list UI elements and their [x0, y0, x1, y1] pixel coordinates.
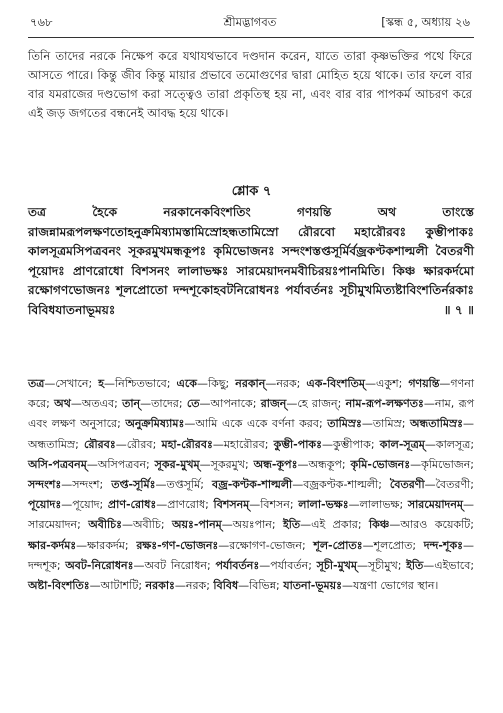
header-divider	[28, 37, 474, 38]
synonym-word: অবট-নিরোধনঃ	[65, 558, 134, 572]
synonym-word: অন্ধ-কূপঃ	[253, 457, 298, 471]
verse-body: তত্র হৈকে নরকানেকবিংশতিং গণয়ন্তি অথ তাংস্তে রাজন্নামরূপলক্ষণতোহনুক্রমিষ্যামস্তামিস্রোহন্ধতামিস্রো রৌরবো মহারৌরবঃ কুম্ভীপাকঃ কালসূত্রমসিপত্রবনং সূকরমুখমন্ধকূপঃ কৃমিভোজনঃ সন্দংশস্তপ্তসূর্মির্বজ্রকণ্টকশাল্মলী বৈতরণী পূয়োদঃ প্রাণরোধো বিশসনং লালাভক্ষঃ সারমেয়াদনমবীচিরয়ঃপানমিতি। কিঞ্চ ক্ষারকর্দমো রক্ষোগণভোজনঃ শূলপ্রোতো দন্দশূকোহবটনিরোধনঃ পর্যাবর্তনঃ সূচীমুখমিত্যষ্টাবিংশতির্নরকাঃ বিবিধযাতনাভূময়ঃ	[28, 205, 474, 317]
synonym-meaning: কৃমিভোজন	[421, 457, 471, 471]
synonym-word: অয়ঃ-পানম্	[171, 518, 222, 532]
synonym-meaning: এই প্রকার	[311, 518, 358, 532]
synonym-word: তে	[186, 397, 200, 411]
synonym-word: ইতি	[283, 518, 301, 532]
page-header	[30, 14, 470, 32]
synonym-meaning: এইভাবে	[434, 558, 471, 572]
synonym-meaning: মহারৌরব	[223, 437, 265, 451]
synonym-meaning: আটাশটি	[100, 579, 139, 593]
synonym-word: পূয়োদঃ	[28, 498, 62, 512]
synonym-word: তত্র	[28, 377, 45, 390]
synonym-word: লালা-ভক্ষঃ	[298, 498, 349, 512]
synonym-meaning: নিশ্চিতভাবে	[115, 377, 167, 390]
synonym-meaning: একুশ	[376, 377, 399, 390]
verse-heading: শ্লোক ৭	[231, 184, 272, 199]
synonym-word: প্রাণ-রোধঃ	[107, 498, 157, 512]
synonym-word: নাম-রূপ-লক্ষণতঃ	[345, 397, 424, 411]
synonym-meaning: রক্ষোগণ-ভোজন	[229, 538, 302, 552]
synonym-meaning: প্রাণরোধ	[167, 498, 206, 512]
synonym-meaning: হে রাজন্	[297, 397, 338, 411]
synonym-word: এক-বিংশতিম্	[306, 377, 366, 390]
synonym-word: কৃমি-ভোজনঃ	[350, 457, 411, 471]
page-number: ৭৬৮	[30, 15, 53, 29]
synonym-word: অসি-পত্রবনম্	[28, 457, 87, 471]
synonym-meaning: সূচীমুখ	[368, 558, 398, 572]
synonym-meaning: সূকরমুখ	[210, 457, 246, 471]
synonym-word: পর্যাবর্তনঃ	[215, 558, 260, 572]
synonym-meaning: পূয়োদ	[72, 498, 100, 512]
synonym-word: কাল-সূত্রম্	[379, 437, 425, 451]
synonym-meaning: তপ্তসূর্মি	[166, 478, 201, 492]
synonym-meaning: সেখানে	[55, 377, 89, 390]
purport-continuation: তিনি তাদের নরকে নিক্ষেপ করে যথাযথভাবে দণ্ডদান করেন, যাতে তারা কৃষ্ণভক্তির পথে ফিরে আসতে পারে। কিন্তু জীব কিন্তু মায়ার প্রভাবে তমোগুণের দ্বারা মোহিত হয়ে থাকে। তার ফলে বার বার যমরাজের দণ্ডভোগ করা সত্ত্বেও তারা প্রকৃতিস্থ হয় না, এবং বার বার পাপকর্ম আচরণ করে এই জড় জগতের বন্ধনেই আবদ্ধ হয়ে থাকে।	[28, 49, 472, 120]
synonym-word: মহা-রৌরবঃ	[161, 437, 213, 451]
synonym-meaning: গণনা করে	[28, 377, 475, 411]
synonym-word: সূকর-মুখম্	[154, 457, 200, 471]
synonym-word: অষ্টা-বিংশতিঃ	[28, 579, 90, 593]
synonyms-section: তত্র—সেখানে; হ—নিশ্চিতভাবে; একে—কিছু; নরকান্—নরক; এক-বিংশতিম্—একুশ; গণয়ন্তি—গণনা করে; অথ—অতএব; তান্—তাদের; তে—আপনাকে; রাজন্—হে রাজন্; নাম-রূপ-লক্ষণতঃ—নাম, রূপ এবং লক্ষণ অনুসারে; অনুক্রমিষ্যামঃ—আমি একে একে বর্ণনা করব; তামিস্রঃ—তামিস্র; অন্ধতামিস্রঃ—অন্ধতামিস্র; রৌরবঃ—রৌরব; মহা-রৌরবঃ—মহারৌরব; কুম্ভী-পাকঃ—কুম্ভীপাক; কাল-সূত্রম্—কালসূত্র; অসি-পত্রবনম্—অসিপত্রবন; সূকর-মুখম্—সূকরমুখ; অন্ধ-কূপঃ—অন্ধকূপ; কৃমি-ভোজনঃ—কৃমিভোজন; সন্দংশঃ—সন্দংশ; তপ্ত-সূর্মিঃ—তপ্তসূর্মি; বজ্র-কণ্টক-শাল্মলী—বজ্রকণ্টক-শাল্মলী; বৈতরণী—বৈতরণী; পূয়োদঃ—পূয়োদ; প্রাণ-রোধঃ—প্রাণরোধ; বিশসনম্—বিশসন; লালা-ভক্ষঃ—লালাভক্ষ; সারমেয়াদনম্—সারমেয়াদন; অবীচিঃ—অবীচি; অয়ঃ-পানম্—অয়ঃপান; ইতি—এই প্রকার; কিঞ্চ—আরও কয়েকটি; ক্ষার-কর্দমঃ—ক্ষারকর্দম; রক্ষঃ-গণ-ভোজনঃ—রক্ষোগণ-ভোজন; শূল-প্রোতঃ—শূলপ্রোত; দন্দ-শূকঃ—দন্দশূক; অবট-নিরোধনঃ—অবট নিরোধন; পর্যাবর্তনঃ—পর্যাবর্তন; সূচী-মুখম্—সূচীমুখ; ইতি—এইভাবে; অষ্টা-বিংশতিঃ—আটাশটি; নরকাঃ—নরক; বিবিধ—বিভিন্ন; যাতনা-ভূময়ঃ—যন্ত্রণা ভোগের স্থান।	[28, 377, 475, 593]
synonym-word: যাতনা-ভূময়ঃ	[283, 579, 343, 593]
synonym-word: তামিস্রঃ	[327, 417, 362, 431]
synonym-meaning: বিভিন্ন	[249, 579, 277, 593]
synonym-word: একে	[176, 377, 197, 390]
synonym-word: তপ্ত-সূর্মিঃ	[111, 478, 156, 492]
synonym-meaning: ক্ষারকর্দম	[87, 538, 125, 552]
synonym-word: ক্ষার-কর্দমঃ	[28, 538, 77, 552]
synonym-meaning: অন্ধকূপ	[308, 457, 342, 471]
synonym-word: বৈতরণী	[389, 478, 425, 492]
synonym-word: সন্দংশঃ	[28, 478, 62, 492]
chapter-location: [স্কন্ধ ৫, অধ্যায় ২৬	[381, 15, 470, 29]
synonym-word: অনুক্রমিষ্যামঃ	[125, 417, 185, 431]
synonym-meaning: পর্যাবর্তন	[270, 558, 309, 572]
synonym-meaning: তাদের	[151, 397, 179, 411]
synonym-word: অথ	[54, 397, 71, 411]
synonym-word: কিঞ্চ	[368, 518, 390, 532]
synonym-word: হ	[98, 377, 104, 390]
verse-number: ॥ ৭ ॥	[443, 302, 474, 317]
synonym-word: রৌরবঃ	[84, 437, 116, 451]
synonym-word: সারমেয়াদনম্	[407, 498, 464, 512]
synonym-word: শূল-প্রোতঃ	[313, 538, 363, 552]
synonym-meaning: কিছু	[208, 377, 226, 390]
synonym-meaning: অসিপত্রবন	[97, 457, 147, 471]
synonym-meaning: বৈতরণী	[435, 478, 471, 492]
synonym-meaning: কালসূত্র	[435, 437, 471, 451]
synonym-word: দন্দ-শূকঃ	[423, 538, 464, 552]
synonym-meaning: নরক	[276, 377, 297, 390]
synonym-meaning: অতএব	[81, 397, 115, 411]
synonym-word: রাজন্	[260, 397, 287, 411]
synonym-meaning: কুম্ভীপাক	[332, 437, 371, 451]
synonym-word: নরকান্	[235, 377, 266, 390]
synonym-meaning: যন্ত্রণা ভোগের স্থান	[353, 579, 435, 593]
synonym-meaning: তামিস্র	[372, 417, 402, 431]
synonym-meaning: সারমেয়াদন	[28, 518, 78, 532]
synonym-meaning: নাম, রূপ এবং লক্ষণ অনুসারে	[28, 397, 475, 431]
synonym-word: নরকাঃ	[145, 579, 175, 593]
synonym-word: কুম্ভী-পাকঃ	[273, 437, 322, 451]
synonym-meaning: সন্দংশ	[72, 478, 100, 492]
synonym-word: অন্ধতামিস্রঃ	[410, 417, 463, 431]
synonym-meaning: রৌরব	[126, 437, 153, 451]
synonym-meaning: দন্দশূক	[28, 558, 57, 572]
synonym-word: অবীচিঃ	[88, 518, 122, 532]
synonym-meaning: অন্ধতামিস্র	[28, 437, 76, 451]
synonym-meaning: আরও কয়েকটি	[400, 518, 471, 532]
synonym-word: তান্	[122, 397, 141, 411]
synonym-word: রক্ষঃ-গণ-ভোজনঃ	[136, 538, 219, 552]
synonym-meaning: বিশসন	[260, 498, 290, 512]
synonym-word: বজ্র-কণ্টক-শাল্মলী	[211, 478, 293, 492]
synonym-meaning: অয়ঃপান	[232, 518, 272, 532]
synonym-meaning: বজ্রকণ্টক-শাল্মলী	[303, 478, 379, 492]
synonym-meaning: অবীচি	[132, 518, 161, 532]
synonym-word: বিশসনম্	[213, 498, 250, 512]
synonym-meaning: আমি একে একে বর্ণনা করব	[195, 417, 319, 431]
book-title: শ্রীমদ্ভাগবত	[223, 15, 277, 29]
synonym-meaning: আপনাকে	[210, 397, 253, 411]
verse-text	[28, 203, 474, 321]
synonym-word: বিবিধ	[213, 579, 239, 593]
synonym-word: গণয়ন্তি	[408, 377, 440, 390]
synonym-meaning: শূলপ্রোত	[373, 538, 413, 552]
synonym-meaning: অবট নিরোধন	[144, 558, 207, 572]
synonym-meaning: লালাভক্ষ	[359, 498, 400, 512]
synonym-meaning: নরক	[185, 579, 207, 593]
synonym-word: ইতি	[406, 558, 424, 572]
synonym-word: সূচী-মুখম্	[316, 558, 358, 572]
